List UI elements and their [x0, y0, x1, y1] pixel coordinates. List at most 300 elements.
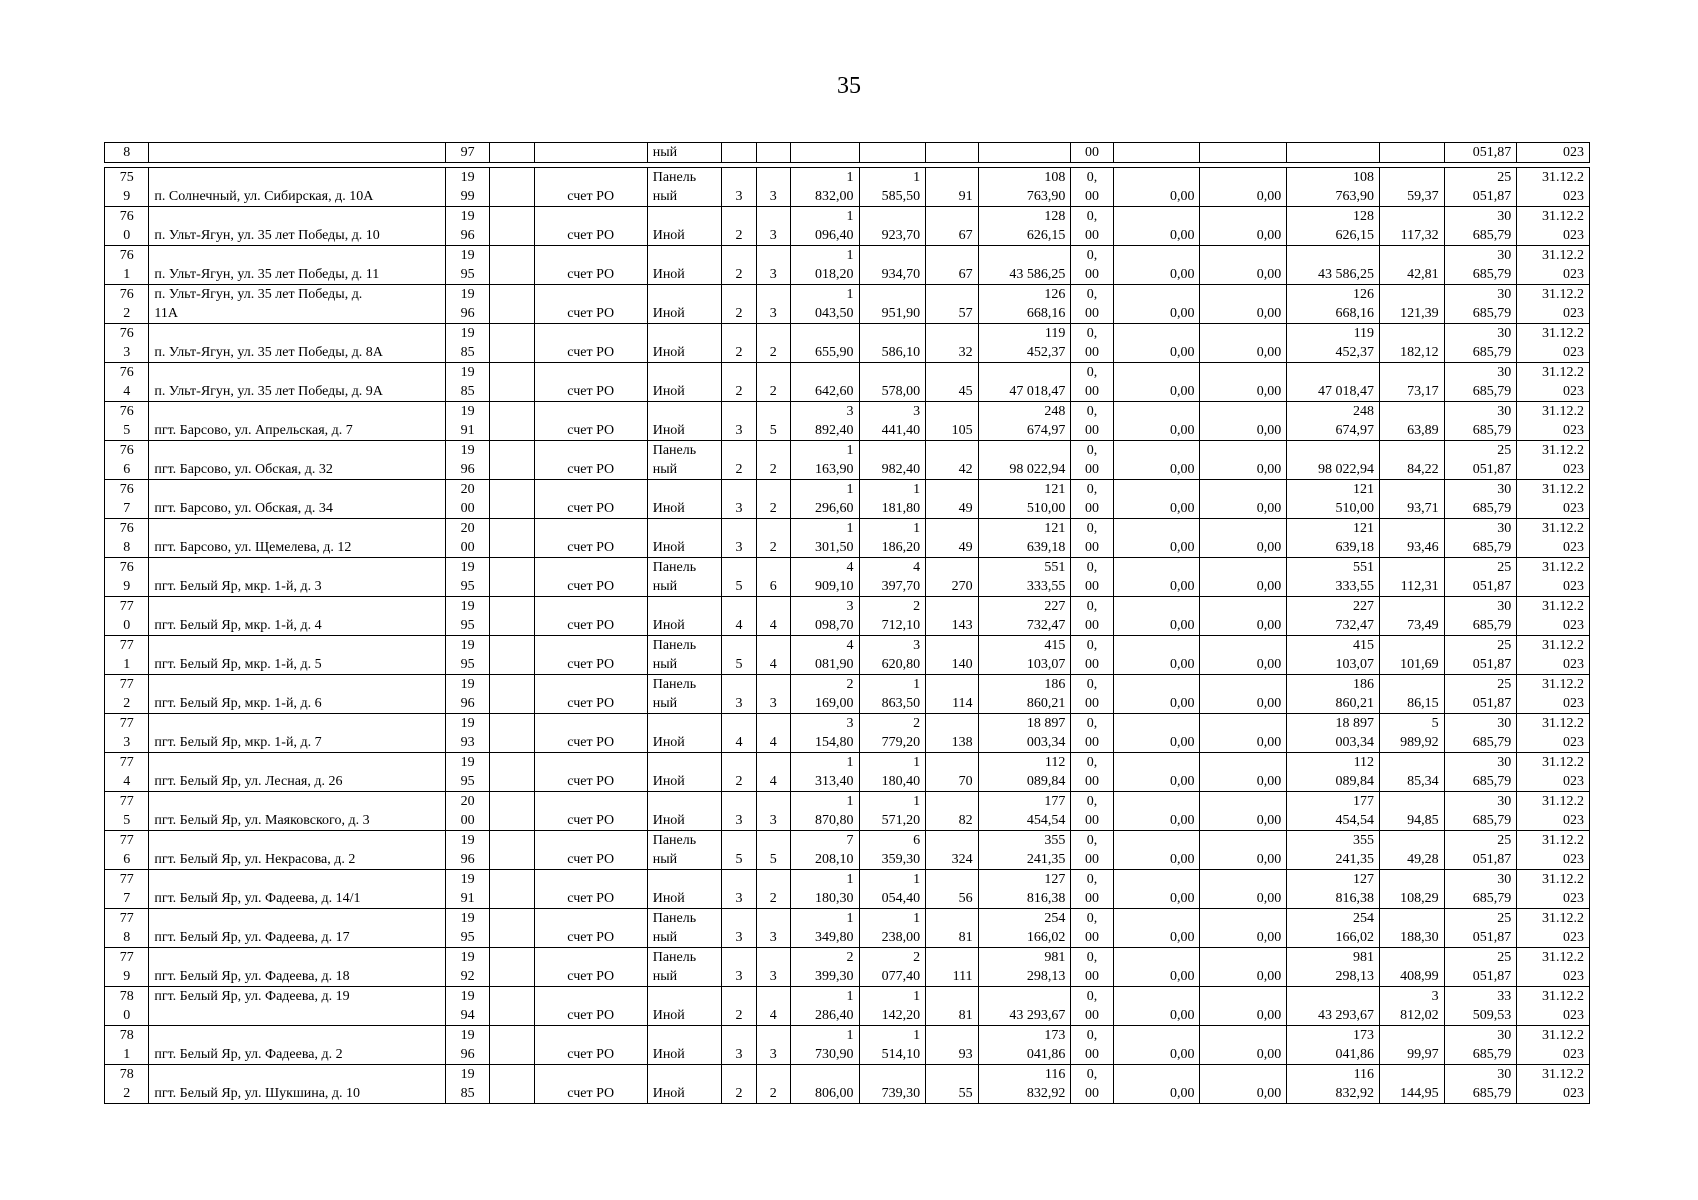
cell-material-line1	[653, 324, 717, 343]
cell-address-line1	[154, 168, 440, 187]
cell-area-total-line2: 208,10	[815, 852, 854, 867]
cell-c13-line1: 18 897	[1335, 716, 1375, 731]
cell-c14	[1380, 168, 1445, 207]
cell-year-line1: 19	[460, 1067, 475, 1082]
cell-c15-line1: 30	[1497, 755, 1512, 770]
cell-people-line1	[931, 441, 972, 460]
cell-cost-line1: 119	[1044, 326, 1066, 341]
cell-c14	[1380, 1026, 1445, 1065]
cell-area-living	[859, 792, 926, 831]
cell-area-living-line2: 739,30	[881, 1086, 921, 1101]
cell-area-total-line2: 892,40	[815, 423, 854, 438]
cell-c12-line2: 0,00	[1256, 696, 1282, 711]
cell-source-line2: счет РО	[567, 852, 615, 867]
cell-c10	[1071, 1026, 1113, 1065]
table-row	[105, 870, 1590, 909]
cell-blank	[490, 675, 534, 714]
cell-source-line1	[540, 753, 642, 772]
cell-num-line1: 77	[119, 599, 134, 614]
cell-c16	[1517, 987, 1590, 1026]
cell-cost	[978, 636, 1071, 675]
cell-floors	[722, 675, 756, 714]
cell-c14-line2: 86,15	[1407, 696, 1439, 711]
cell-cost	[978, 675, 1071, 714]
cell-c12	[1200, 324, 1287, 363]
cell-c14-line1	[1385, 792, 1439, 811]
cell-c11	[1113, 792, 1200, 831]
cell-entrances	[756, 753, 790, 792]
cell-num-line1: 77	[119, 950, 134, 965]
cell-source-line2: счет РО	[567, 189, 615, 204]
cell-c14-line2: 144,95	[1400, 1086, 1439, 1101]
cell-c11	[1113, 402, 1200, 441]
cell-c14	[1380, 831, 1445, 870]
cell-material-line2: ный	[652, 189, 678, 204]
cell-material-line1	[653, 597, 717, 616]
cell-c10-line2: 00	[1085, 306, 1100, 321]
cell-source-line1	[540, 324, 642, 343]
cell-num	[105, 909, 149, 948]
cell-c13-line1: 108	[1353, 170, 1375, 185]
cell-people-line1	[931, 285, 972, 304]
cell-cost-line2: 732,47	[1026, 618, 1066, 633]
cell-c10	[1071, 714, 1113, 753]
cell-c12-line2: 0,00	[1256, 852, 1282, 867]
cell-area-living-line2: 951,90	[881, 306, 921, 321]
cell-blank	[490, 1026, 534, 1065]
cell-c11-line1	[1119, 168, 1195, 187]
cell-num-line2: 6	[123, 462, 131, 477]
cell-area-total	[790, 207, 859, 246]
cell-year	[445, 363, 489, 402]
cell-c14-line2: 59,37	[1407, 189, 1439, 204]
cell-source-line1	[540, 207, 642, 226]
cell-cost-line2: 333,55	[1026, 579, 1066, 594]
table-row	[105, 324, 1590, 363]
cell-address-line2: пгт. Белый Яр, мкр. 1-й, д. 7	[154, 735, 322, 750]
cell-floors	[722, 363, 756, 402]
cell-material-line1	[653, 363, 717, 382]
cell-area-total	[790, 285, 859, 324]
cell-c12-line2: 0,00	[1256, 969, 1282, 984]
table-row	[105, 1065, 1590, 1104]
cell-people-line2: 138	[951, 735, 973, 750]
cell-area-living	[859, 441, 926, 480]
cell-c16	[1517, 480, 1590, 519]
cell-c15-line2: 685,79	[1472, 891, 1512, 906]
cell-c11	[1113, 441, 1200, 480]
cell-address-line2: пгт. Белый Яр, ул. Фадеева, д. 2	[154, 1047, 343, 1062]
cell-c16	[1517, 753, 1590, 792]
cell-num-line1: 77	[119, 911, 134, 926]
cell-address	[149, 519, 446, 558]
cell-num-line2: 0	[123, 228, 131, 243]
cell-floors-line1	[727, 675, 750, 694]
cell-num-line1: 78	[119, 1028, 134, 1043]
cell-entrances	[756, 143, 790, 163]
cell-c16-line1: 31.12.2	[1542, 170, 1584, 185]
cell-cost	[978, 363, 1071, 402]
cell-material-line1	[653, 870, 717, 889]
cell-c10-line1: 0,	[1086, 677, 1098, 692]
cell-area-living	[859, 558, 926, 597]
cell-c13-line2: 639,18	[1335, 540, 1375, 555]
cell-entrances-line1	[762, 675, 785, 694]
cell-cost	[978, 714, 1071, 753]
cell-people	[926, 402, 978, 441]
cell-c14	[1380, 675, 1445, 714]
cell-address-line2: пгт. Белый Яр, ул. Фадеева, д. 14/1	[154, 891, 361, 906]
cell-floors-line1	[727, 480, 750, 499]
cell-year-line2: 95	[460, 930, 475, 945]
cell-c14	[1380, 285, 1445, 324]
cell-c11	[1113, 285, 1200, 324]
cell-people-line1	[931, 1026, 972, 1045]
cell-year-line1: 19	[460, 443, 475, 458]
cell-c11-line2: 0,00	[1169, 228, 1195, 243]
cell-num-line1: 78	[119, 989, 134, 1004]
cell-people	[926, 792, 978, 831]
cell-c11	[1113, 636, 1200, 675]
cell-c15-line2: 051,87	[1472, 189, 1512, 204]
cell-entrances	[756, 792, 790, 831]
cell-c12-line2: 0,00	[1256, 423, 1282, 438]
cell-people-line2: 143	[951, 618, 973, 633]
cell-c14-line2: 182,12	[1400, 345, 1439, 360]
cell-c13-line2: 668,16	[1335, 306, 1375, 321]
cell-c14-line1: 3	[1431, 989, 1439, 1004]
cell-c14-line1	[1385, 402, 1439, 421]
cell-c16-line1: 31.12.2	[1542, 560, 1584, 575]
cell-c14-line1	[1385, 324, 1439, 343]
cell-c11-line2: 0,00	[1169, 1086, 1195, 1101]
cell-c15-line1: 25	[1497, 833, 1512, 848]
cell-num-line2: 5	[123, 423, 131, 438]
cell-blank	[490, 558, 534, 597]
cell-address-line2	[154, 1006, 440, 1025]
cell-area-total	[790, 480, 859, 519]
cell-c12-line2: 0,00	[1256, 540, 1282, 555]
cell-floors-line2: 3	[735, 930, 743, 945]
cell-material-line1	[653, 402, 717, 421]
cell-people-line1	[931, 480, 972, 499]
cell-c10-line2: 00	[1085, 501, 1100, 516]
cell-entrances-line2: 4	[769, 1008, 777, 1023]
cell-num-line1: 77	[119, 794, 134, 809]
cell-c12-line2: 0,00	[1256, 1008, 1282, 1023]
cell-cost	[978, 402, 1071, 441]
cell-c14	[1380, 636, 1445, 675]
table-row-continued	[105, 143, 1590, 163]
cell-c12-line2: 0,00	[1256, 735, 1282, 750]
cell-cost	[978, 1026, 1071, 1065]
cell-c10-line1: 0,	[1086, 989, 1098, 1004]
cell-material	[647, 636, 722, 675]
cell-entrances-line2: 3	[769, 813, 777, 828]
cell-year-line1: 19	[460, 326, 475, 341]
cell-c13-line1: 173	[1353, 1028, 1375, 1043]
cell-address-line2: п. Ульт-Ягун, ул. 35 лет Победы, д. 11	[154, 267, 380, 282]
cell-c10	[1071, 831, 1113, 870]
cell-entrances	[756, 1026, 790, 1065]
cell-num-line1: 77	[119, 716, 134, 731]
cell-area-living-line1	[865, 1065, 921, 1084]
cell-num-line2: 0	[123, 618, 131, 633]
cell-entrances-line2: 3	[769, 696, 777, 711]
cell-c15	[1444, 246, 1517, 285]
cell-c15-line1: 30	[1497, 326, 1512, 341]
cell-entrances	[756, 636, 790, 675]
cell-entrances-line2: 4	[769, 657, 777, 672]
cell-area-total	[790, 402, 859, 441]
cell-c12	[1200, 480, 1287, 519]
cell-floors-line1	[727, 1026, 750, 1045]
cell-people	[926, 363, 978, 402]
cell-address-line2: п. Ульт-Ягун, ул. 35 лет Победы, д. 10	[154, 228, 380, 243]
cell-cost-line1: 415	[1044, 638, 1066, 653]
cell-material-line2: Иной	[652, 891, 685, 906]
cell-c14-line1	[1385, 207, 1439, 226]
cell-area-living-line1: 2	[913, 716, 921, 731]
cell-c12-line2: 0,00	[1256, 384, 1282, 399]
cell-c16-line2: 023	[1563, 306, 1584, 321]
cell-num-line2: 0	[123, 1008, 131, 1023]
cell-entrances-line1	[762, 480, 785, 499]
cell-c10-line2: 00	[1085, 813, 1100, 828]
cell-address-line2: пгт. Белый Яр, ул. Фадеева, д. 17	[154, 930, 350, 945]
cell-num-line2: 2	[123, 306, 131, 321]
cell-c16-line2: 023	[1563, 618, 1584, 633]
cell-material-line1	[653, 1026, 717, 1045]
cell-material-line1: Панель	[652, 560, 697, 575]
cell-area-total	[790, 753, 859, 792]
cell-c13	[1287, 597, 1380, 636]
cell-c16-line1: 31.12.2	[1542, 326, 1584, 341]
cell-address	[149, 1026, 446, 1065]
cell-c14-line2: 85,34	[1407, 774, 1439, 789]
cell-c16: 023	[1517, 143, 1590, 163]
cell-area-total-line1: 1	[846, 872, 854, 887]
cell-source-line2: счет РО	[567, 1086, 615, 1101]
cell-c10-line1: 0,	[1086, 950, 1098, 965]
cell-cost-line2: 674,97	[1026, 423, 1066, 438]
cell-cost-line2: 43 293,67	[1009, 1008, 1066, 1023]
cell-c11-line2: 0,00	[1169, 696, 1195, 711]
cell-year	[445, 324, 489, 363]
cell-c10-line1: 0,	[1086, 170, 1098, 185]
cell-entrances-line1	[762, 285, 785, 304]
cell-c13-line1: 248	[1353, 404, 1375, 419]
cell-c13-line1: 355	[1353, 833, 1375, 848]
cell-cost-line2: 860,21	[1026, 696, 1066, 711]
cell-material-line2: ный	[652, 852, 678, 867]
cell-c15-line2: 051,87	[1472, 657, 1512, 672]
cell-entrances-line2: 6	[769, 579, 777, 594]
cell-address-line2: пгт. Белый Яр, ул. Фадеева, д. 18	[154, 969, 350, 984]
cell-material-line1	[653, 792, 717, 811]
cell-c12	[1200, 1065, 1287, 1104]
table-row	[105, 441, 1590, 480]
cell-c14-line2: 84,22	[1407, 462, 1439, 477]
cell-c13-line2: 166,02	[1335, 930, 1375, 945]
cell-c16-line2: 023	[1563, 1086, 1584, 1101]
cell-c11-line1	[1119, 324, 1195, 343]
cell-material-line1: Панель	[652, 170, 697, 185]
cell-c14	[1380, 558, 1445, 597]
cell-entrances	[756, 714, 790, 753]
cell-area-living	[859, 1065, 926, 1104]
cell-area-total	[790, 1065, 859, 1104]
cell-c15	[1444, 519, 1517, 558]
cell-source-line1	[540, 441, 642, 460]
cell-source-line2: счет РО	[567, 345, 615, 360]
cell-blank	[490, 1065, 534, 1104]
cell-floors-line2: 4	[735, 618, 743, 633]
cell-c14-line1: 5	[1431, 716, 1439, 731]
cell-c10-line1: 0,	[1086, 872, 1098, 887]
cell-material-line1	[653, 753, 717, 772]
cell-material	[647, 285, 722, 324]
cell-c13	[1287, 714, 1380, 753]
cell-material	[647, 792, 722, 831]
cell-address-line1	[154, 480, 440, 499]
cell-c11	[1113, 558, 1200, 597]
cell-material	[647, 207, 722, 246]
cell-c14-line2: 99,97	[1407, 1047, 1439, 1062]
cell-num-line2: 8	[123, 540, 131, 555]
cell-c12	[1200, 1026, 1287, 1065]
cell-area-living-line1: 1	[913, 911, 921, 926]
cell-c10-line1: 0,	[1086, 716, 1098, 731]
cell-entrances-line2: 3	[769, 228, 777, 243]
table-body	[105, 143, 1590, 1104]
cell-c12	[1200, 441, 1287, 480]
cell-source-line1	[540, 792, 642, 811]
cell-c15-line2: 685,79	[1472, 774, 1512, 789]
cell-blank	[490, 246, 534, 285]
cell-floors-line2: 3	[735, 189, 743, 204]
cell-c11	[1113, 1065, 1200, 1104]
cell-c16-line1: 31.12.2	[1542, 209, 1584, 224]
cell-c14-line1	[1385, 1026, 1439, 1045]
cell-cost-line1: 126	[1044, 287, 1066, 302]
cell-year-line2: 85	[460, 384, 475, 399]
cell-area-living-line2: 142,20	[881, 1008, 921, 1023]
cell-blank	[490, 207, 534, 246]
cell-area-total-line2: 832,00	[815, 189, 854, 204]
cell-year-line1: 19	[460, 716, 475, 731]
cell-c16-line1: 31.12.2	[1542, 287, 1584, 302]
cell-entrances	[756, 363, 790, 402]
cell-material-line1	[653, 285, 717, 304]
cell-area-total-line2: 313,40	[815, 774, 854, 789]
cell-source	[534, 987, 647, 1026]
cell-people-line1	[931, 753, 972, 772]
cell-num-line2: 8	[123, 930, 131, 945]
cell-c14-line2: 188,30	[1400, 930, 1439, 945]
cell-area-living-line1: 1	[913, 170, 921, 185]
cell-area-living	[859, 363, 926, 402]
cell-c15	[1444, 207, 1517, 246]
cell-c14	[1380, 363, 1445, 402]
cell-address-line2: пгт. Белый Яр, ул. Шукшина, д. 10	[154, 1086, 361, 1101]
cell-c13	[1287, 285, 1380, 324]
cell-floors	[722, 143, 756, 163]
cell-num	[105, 675, 149, 714]
cell-year-line1: 19	[460, 755, 475, 770]
cell-c14-line2: 112,31	[1400, 579, 1439, 594]
cell-source	[534, 558, 647, 597]
cell-c12	[1200, 285, 1287, 324]
cell-area-total-line2: 909,10	[815, 579, 854, 594]
cell-people	[926, 441, 978, 480]
cell-floors-line2: 3	[735, 501, 743, 516]
cell-c11-line1	[1119, 948, 1195, 967]
cell-c13	[1287, 753, 1380, 792]
cell-floors-line1	[727, 402, 750, 421]
cell-c16-line2: 023	[1563, 696, 1584, 711]
cell-num	[105, 441, 149, 480]
table-row	[105, 168, 1590, 207]
cell-year-line1: 19	[460, 950, 475, 965]
cell-num-line2: 1	[123, 267, 131, 282]
cell-source	[534, 909, 647, 948]
cell-cost-line1: 254	[1044, 911, 1066, 926]
cell-c11-line1	[1119, 675, 1195, 694]
cell-blank	[490, 285, 534, 324]
cell-area-total-line1: 1	[846, 989, 854, 1004]
cell-area-living	[859, 987, 926, 1026]
cell-c12	[1200, 909, 1287, 948]
cell-floors-line2: 3	[735, 969, 743, 984]
cell-c14	[1380, 792, 1445, 831]
cell-people-line2: 91	[958, 189, 973, 204]
cell-c16	[1517, 363, 1590, 402]
cell-material	[647, 168, 722, 207]
cell-area-living	[859, 909, 926, 948]
cell-area-living-line1: 1	[913, 989, 921, 1004]
cell-area-living-line1: 1	[913, 872, 921, 887]
cell-entrances-line2: 3	[769, 969, 777, 984]
cell-c11-line2: 0,00	[1169, 384, 1195, 399]
cell-blank	[490, 402, 534, 441]
cell-area-living-line2: 712,10	[881, 618, 921, 633]
cell-address	[149, 675, 446, 714]
cell-material-line1	[653, 1065, 717, 1084]
cell-c13	[1287, 402, 1380, 441]
cell-address	[149, 831, 446, 870]
cell-source-line1	[540, 402, 642, 421]
cell-area-total-line1: 1	[846, 170, 854, 185]
cell-floors	[722, 636, 756, 675]
cell-area-total-line1: 2	[846, 677, 854, 692]
cell-cost-line2: 626,15	[1026, 228, 1066, 243]
cell-cost-line1: 551	[1044, 560, 1066, 575]
cell-address-line2: 11А	[154, 306, 178, 321]
cell-year-line2: 95	[460, 618, 475, 633]
cell-c14-line2: 117,32	[1400, 228, 1439, 243]
cell-c13-line1: 254	[1353, 911, 1375, 926]
cell-people-line2: 114	[952, 696, 973, 711]
cell-cost-line1: 248	[1044, 404, 1066, 419]
cell-area-total	[790, 987, 859, 1026]
cell-c10-line2: 00	[1085, 969, 1100, 984]
cell-source-line1	[540, 636, 642, 655]
cell-c10	[1071, 519, 1113, 558]
cell-c13	[1287, 143, 1380, 163]
cell-entrances-line2: 2	[769, 462, 777, 477]
cell-c11-line1	[1119, 831, 1195, 850]
